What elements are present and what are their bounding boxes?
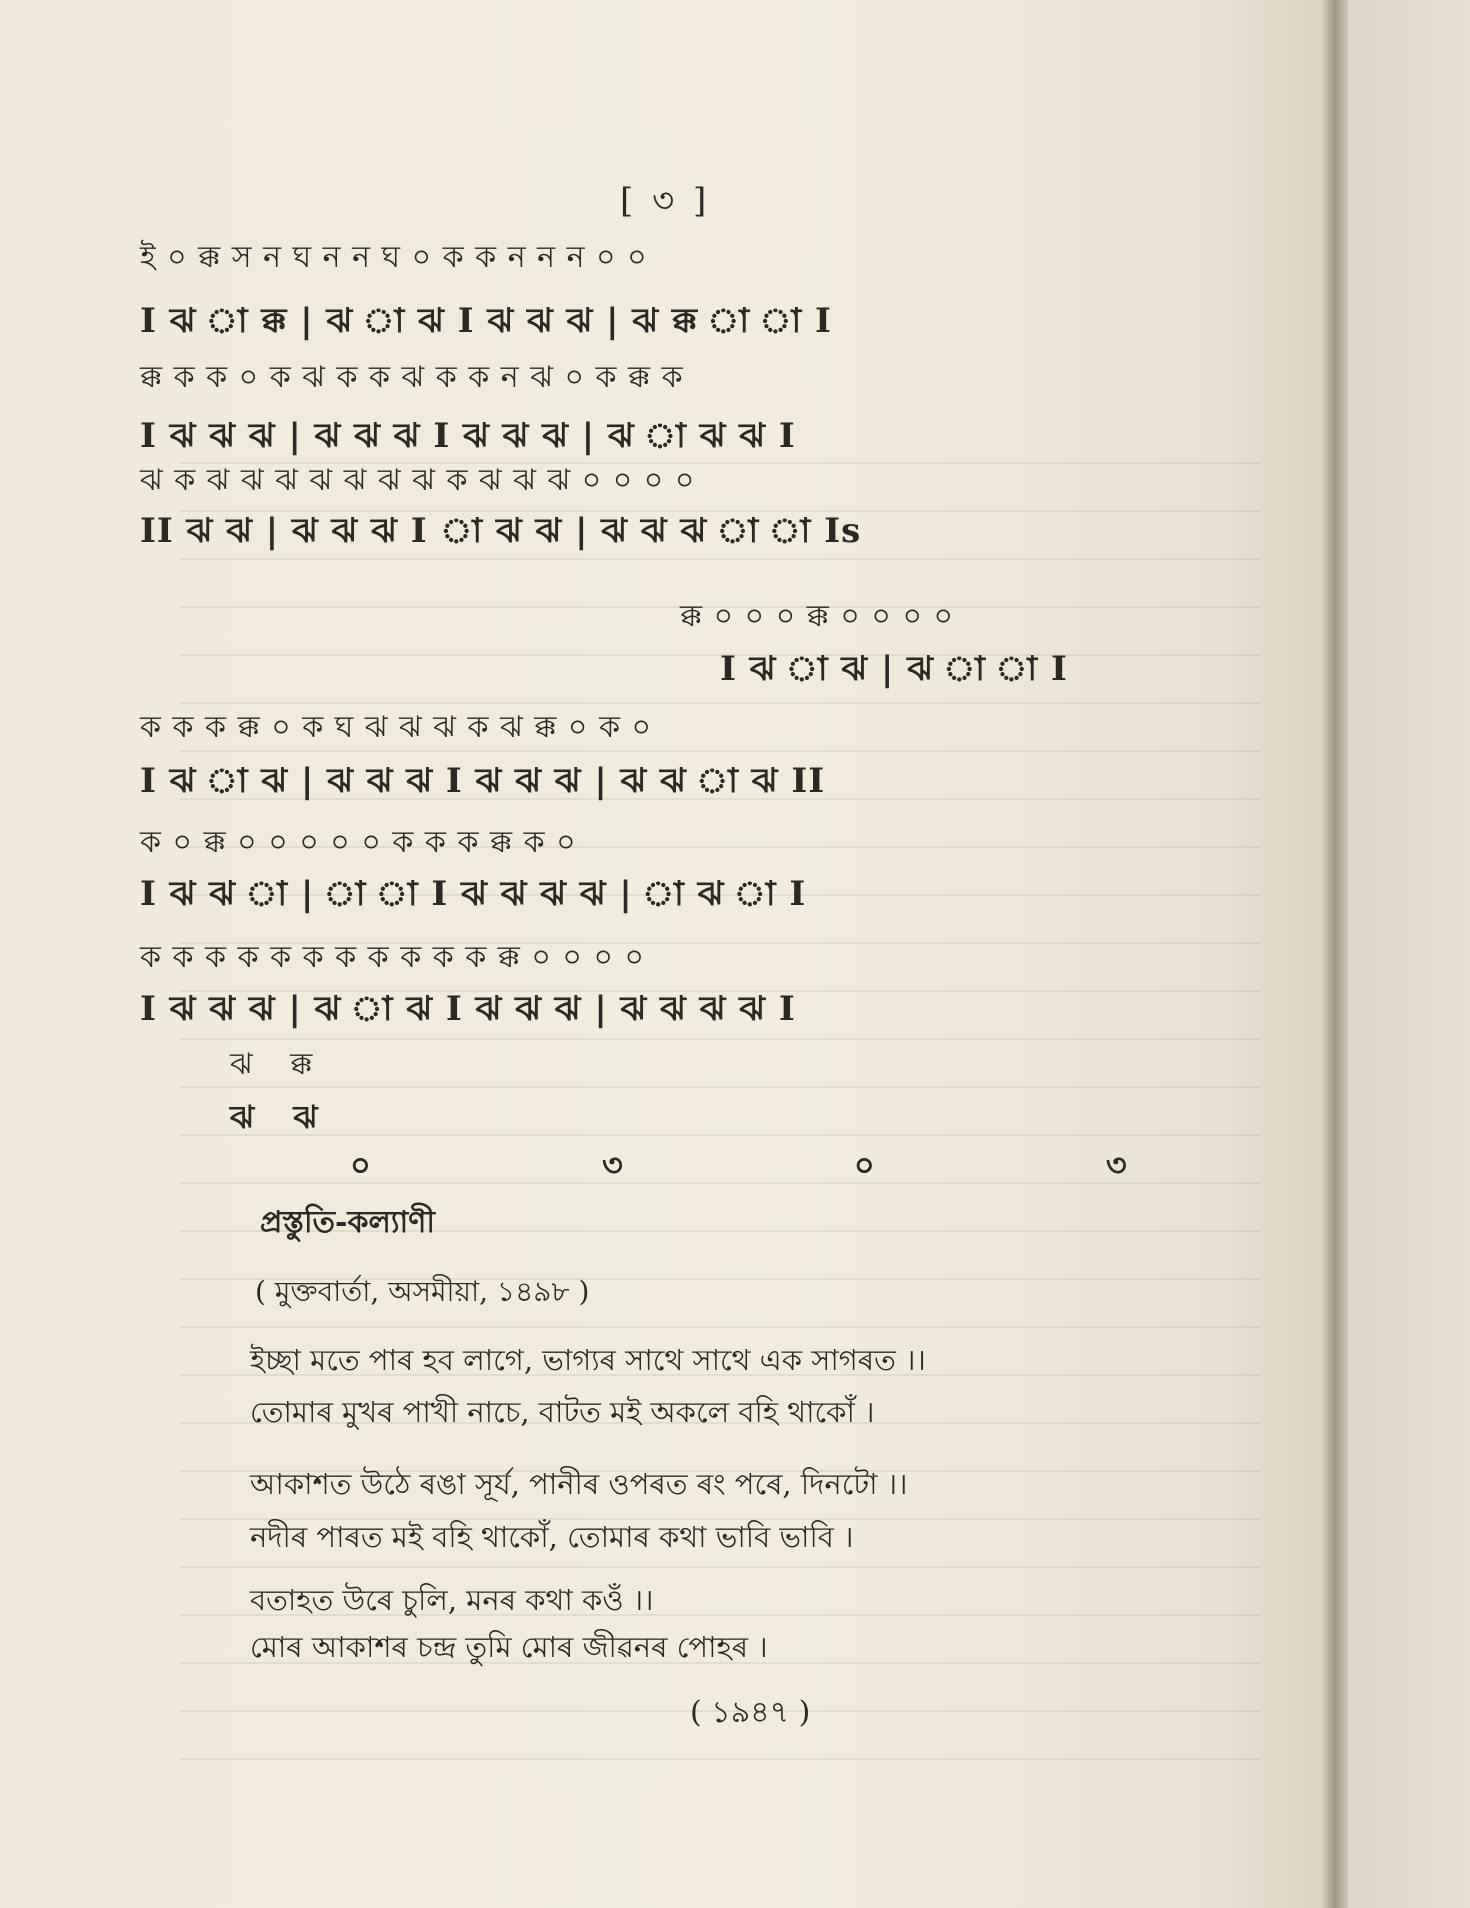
notation-row: ক ক ক ক্ক ০ ক ঘ ঝ ঝ ঝ ক ঝ ক্ক ০ ক ০ xyxy=(140,709,653,745)
notation-row: I ঝ ঝ ঝ | ঝ ঝ ঝ I ঝ ঝ ঝ | ঝ া ঝ ঝ I xyxy=(140,415,796,456)
notation-row: ক্ক ক ক ০ ক ঝ ক ক ঝ ক ক ন ঝ ০ ক ক্ক ক xyxy=(140,359,684,395)
notation-row: ক ০ ক্ক ০ ০ ০ ০ ০ ক ক ক ক্ক ক ০ xyxy=(140,824,577,860)
notation-row: I ঝ ঝ ঝ | ঝ া ঝ I ঝ ঝ ঝ | ঝ ঝ ঝ ঝ I xyxy=(140,988,796,1029)
lyric-line: ইচ্ছা মতে পাৰ হব লাগে, ভাগ্যৰ সাথে সাথে এক সাগৰত ।। xyxy=(250,1343,926,1377)
lyric-line: মোৰ আকাশৰ চন্দ্ৰ তুমি মোৰ জীৱনৰ পোহৰ । xyxy=(250,1630,768,1664)
notation-row: I ঝ া ক্ক | ঝ া ঝ I ঝ ঝ ঝ | ঝ ক্ক া া I xyxy=(140,300,832,341)
notation-row: ঝ ক ঝ ঝ ঝ ঝ ঝ ঝ ঝ ক ঝ ঝ ঝ ০ ০ ০ ০ xyxy=(140,462,696,498)
notation-row: II ঝ ঝ | ঝ ঝ ঝ I া ঝ ঝ | ঝ ঝ ঝ া া Is xyxy=(140,510,862,551)
facing-page-edge xyxy=(1348,0,1470,1908)
notation-row: I ঝ া ঝ | ঝ া া I xyxy=(720,648,1068,689)
lyric-line: নদীৰ পাৰত মই বহি থাকোঁ, তোমাৰ কথা ভাবি ভাবি । xyxy=(250,1520,854,1554)
book-gutter xyxy=(1322,0,1348,1908)
notation-row: I ঝ া ঝ | ঝ ঝ ঝ I ঝ ঝ ঝ | ঝ ঝ া ঝ II xyxy=(140,760,826,801)
lyric-line: বতাহত উৰে চুলি, মনৰ কথা কওঁ ।। xyxy=(250,1583,654,1617)
notation-row: ই ০ ক্ক স ন ঘ ন ন ঘ ০ ক ক ন ন ন ০ ০ xyxy=(140,239,648,275)
notation-row: ক ক ক ক ক ক ক ক ক ক ক ক্ক ০ ০ ০ ০ xyxy=(140,939,646,975)
short-notation-row: ঝ ক্ক xyxy=(230,1047,327,1082)
lyric-line: আকাশত উঠে ৰঙা সূৰ্য, পানীৰ ওপৰত ৰং পৰে, দিনটো ।। xyxy=(250,1467,908,1501)
notation-row: ক্ক ০ ০ ০ ক্ক ০ ০ ০ ০ xyxy=(680,598,954,634)
song-heading: প্ৰস্তুতি-কল্যাণী xyxy=(260,1205,435,1240)
page-number: [ ৩ ] xyxy=(620,181,711,221)
year-label: ( ১৯৪৭ ) xyxy=(690,1695,811,1730)
short-notation-row: ০ ৩ ০ ৩ xyxy=(350,1146,1237,1184)
notation-row: I ঝ ঝ া | া া I ঝ ঝ ঝ ঝ | া ঝ া I xyxy=(140,873,807,914)
song-source: ( মুক্তবাৰ্তা, অসমীয়া, ১৪৯৮ ) xyxy=(255,1275,590,1308)
lyric-line: তোমাৰ মুখৰ পাখী নাচে, বাটত মই অকলে বহি থাকোঁ । xyxy=(250,1395,875,1429)
short-notation-row: ঝ ঝ xyxy=(230,1098,332,1136)
